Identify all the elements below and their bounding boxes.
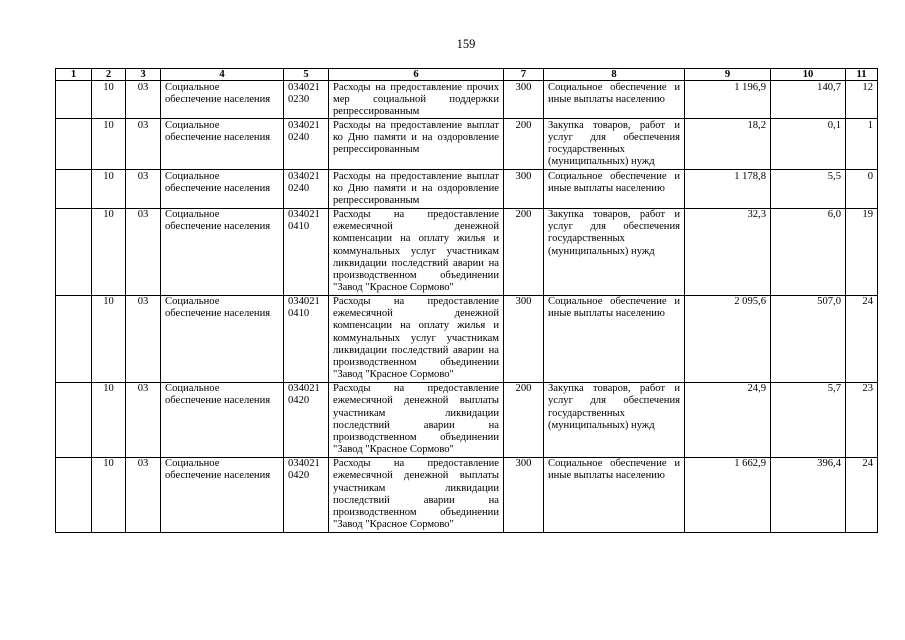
- cell-text-line: ежемесячной денежной: [333, 308, 499, 320]
- expense-type-name-cell: [544, 119, 685, 170]
- column-1-cell: [56, 208, 92, 295]
- cell-text-line: ежемесячной денежной: [333, 221, 499, 233]
- target-article-name-cell: [329, 81, 504, 119]
- table-row: [56, 170, 878, 208]
- expense-type-name-cell: [544, 295, 685, 382]
- section-code-cell: [92, 295, 126, 382]
- cell-text-line: обеспечение населения: [165, 182, 271, 194]
- cell-text-line: 0240: [288, 132, 310, 144]
- subsection-code-cell: [126, 382, 161, 457]
- subsection-name-cell: [161, 208, 284, 295]
- cell-text-line: государственных: [548, 407, 625, 419]
- cell-value: 300: [515, 458, 532, 470]
- cell-text-line: компенсации на оплату жилья и: [333, 233, 499, 245]
- table-row: [56, 81, 878, 119]
- planned-amount-cell: [685, 208, 771, 295]
- cell-text-line: 034021: [288, 383, 320, 395]
- cell-text-line: Социальное: [165, 296, 220, 308]
- cell-text-line: Социальное: [165, 209, 220, 221]
- cell-text-line: репрессированным: [333, 105, 420, 117]
- section-code-cell: [92, 81, 126, 119]
- cell-text-line: 0410: [288, 308, 310, 320]
- cell-value: 1 178,8: [734, 170, 766, 182]
- column-number-header: 5: [284, 69, 329, 81]
- cell-text-line: обеспечение населения: [165, 221, 271, 233]
- expense-type-code-cell: [504, 208, 544, 295]
- target-article-code-cell: [284, 81, 329, 119]
- planned-amount-cell: [685, 295, 771, 382]
- cell-value: 24: [862, 296, 873, 308]
- cell-text-line: Социальное обеспечение и: [548, 296, 680, 308]
- cell-text-line: коммунальных услуг участникам: [333, 332, 499, 344]
- execution-percent-cell: [846, 382, 878, 457]
- section-code-cell: [92, 208, 126, 295]
- cell-text-line: производственном объединении: [333, 269, 499, 281]
- target-article-name-cell: [329, 295, 504, 382]
- expense-type-code-cell: [504, 170, 544, 208]
- cell-value: 18,2: [747, 119, 766, 131]
- cell-text-line: Расходы на предоставление прочих: [333, 81, 499, 93]
- cell-text-line: компенсации на оплату жилья и: [333, 320, 499, 332]
- column-number-header: 6: [329, 69, 504, 81]
- expense-type-code-cell: [504, 382, 544, 457]
- cell-text-line: производственном объединении: [333, 506, 499, 518]
- cell-text-line: "Завод "Красное Сормово": [333, 282, 454, 293]
- cell-value: 10: [103, 209, 114, 221]
- column-1-cell: [56, 119, 92, 170]
- cell-text-line: Расходы на предоставление выплат: [333, 170, 499, 182]
- expense-type-name-cell: [544, 457, 685, 532]
- expense-type-name-cell: [544, 208, 685, 295]
- planned-amount-cell: [685, 81, 771, 119]
- budget-table: [55, 68, 878, 533]
- cell-value: 24,9: [747, 383, 766, 395]
- cell-text-line: государственных: [548, 144, 625, 156]
- cell-value: 2 095,6: [734, 296, 766, 308]
- cell-value: 03: [137, 458, 149, 470]
- target-article-code-cell: [284, 295, 329, 382]
- cell-text-line: 0420: [288, 470, 310, 482]
- expense-type-code-cell: [504, 119, 544, 170]
- cell-value: 507,0: [817, 296, 841, 308]
- subsection-code-cell: [126, 457, 161, 532]
- cell-text-line: Закупка товаров, работ и: [548, 209, 680, 221]
- subsection-name-cell: [161, 81, 284, 119]
- column-1-cell: [56, 170, 92, 208]
- page-number: 159: [456, 37, 476, 51]
- cell-text-line: 034021: [288, 209, 320, 221]
- cell-value: 5,7: [827, 383, 841, 395]
- cell-value: 396,4: [817, 458, 841, 470]
- table-row: [56, 208, 878, 295]
- expense-type-name-cell: [544, 81, 685, 119]
- executed-amount-cell: [771, 382, 846, 457]
- subsection-name-cell: [161, 119, 284, 170]
- subsection-code-cell: [126, 170, 161, 208]
- cell-value: 1 196,9: [734, 81, 766, 93]
- cell-text-line: Социальное: [165, 170, 220, 182]
- cell-text-line: "Завод "Красное Сормово": [333, 444, 454, 456]
- cell-text-line: иные выплаты населению: [548, 470, 665, 482]
- subsection-code-cell: [126, 208, 161, 295]
- table-row: [56, 295, 878, 382]
- cell-text-line: 0240: [288, 182, 310, 194]
- cell-text-line: услуг для обеспечения: [548, 395, 680, 407]
- cell-text-line: ликвидации последствий аварии на: [333, 257, 499, 269]
- planned-amount-cell: [685, 382, 771, 457]
- cell-text-line: мер социальной поддержки: [333, 93, 499, 105]
- section-code-cell: [92, 382, 126, 457]
- table-row: [56, 119, 878, 170]
- cell-value: 03: [137, 296, 149, 308]
- cell-text-line: услуг для обеспечения: [548, 132, 680, 144]
- cell-value: 10: [103, 119, 114, 131]
- cell-text-line: обеспечение населения: [165, 308, 271, 320]
- executed-amount-cell: [771, 81, 846, 119]
- cell-text-line: 034021: [288, 81, 320, 93]
- subsection-code-cell: [126, 119, 161, 170]
- cell-text-line: ежемесячной денежной выплаты: [333, 395, 499, 407]
- column-number-header: 3: [126, 69, 161, 81]
- cell-text-line: Расходы на предоставление: [333, 296, 499, 308]
- subsection-name-cell: [161, 457, 284, 532]
- cell-value: 200: [515, 119, 532, 131]
- target-article-code-cell: [284, 119, 329, 170]
- section-code-cell: [92, 457, 126, 532]
- executed-amount-cell: [771, 170, 846, 208]
- column-1-cell: [56, 382, 92, 457]
- column-number-header: 4: [161, 69, 284, 81]
- executed-amount-cell: [771, 119, 846, 170]
- cell-value: 140,7: [817, 81, 841, 93]
- target-article-name-cell: [329, 457, 504, 532]
- cell-value: 23: [862, 383, 873, 395]
- cell-text-line: Социальное обеспечение и: [548, 81, 680, 93]
- cell-value: 1: [867, 119, 873, 131]
- cell-text-line: 0420: [288, 395, 310, 407]
- planned-amount-cell: [685, 119, 771, 170]
- target-article-code-cell: [284, 170, 329, 208]
- cell-text-line: участникам ликвидации: [333, 407, 499, 419]
- cell-value: 32,3: [747, 209, 766, 221]
- column-number-header: 2: [92, 69, 126, 81]
- cell-text-line: услуг для обеспечения: [548, 221, 680, 233]
- cell-value: 200: [515, 383, 532, 395]
- execution-percent-cell: [846, 119, 878, 170]
- cell-text-line: 034021: [288, 119, 320, 131]
- cell-text-line: "Завод "Красное Сормово": [333, 518, 454, 530]
- column-1-cell: [56, 81, 92, 119]
- cell-text-line: Расходы на предоставление выплат: [333, 119, 499, 131]
- cell-text-line: последствий аварии на: [333, 419, 499, 431]
- subsection-name-cell: [161, 295, 284, 382]
- execution-percent-cell: [846, 170, 878, 208]
- cell-value: 10: [103, 383, 114, 395]
- target-article-name-cell: [329, 382, 504, 457]
- column-number-header: 7: [504, 69, 544, 81]
- cell-text-line: 0230: [288, 93, 310, 105]
- cell-text-line: Закупка товаров, работ и: [548, 383, 680, 395]
- planned-amount-cell: [685, 457, 771, 532]
- table-body: [56, 81, 878, 533]
- cell-value: 10: [103, 458, 114, 470]
- cell-value: 200: [515, 209, 532, 221]
- cell-value: 12: [862, 81, 873, 93]
- column-number-header: 8: [544, 69, 685, 81]
- target-article-code-cell: [284, 457, 329, 532]
- cell-value: 5,5: [827, 170, 841, 182]
- column-number-header: 9: [685, 69, 771, 81]
- table-row: [56, 457, 878, 532]
- target-article-name-cell: [329, 170, 504, 208]
- cell-text-line: репрессированным: [333, 144, 420, 156]
- cell-text-line: государственных: [548, 233, 625, 245]
- cell-text-line: Расходы на предоставление: [333, 458, 499, 470]
- execution-percent-cell: [846, 295, 878, 382]
- cell-value: 10: [103, 296, 114, 308]
- expense-type-code-cell: [504, 457, 544, 532]
- column-number-header: 10: [771, 69, 846, 81]
- subsection-code-cell: [126, 81, 161, 119]
- planned-amount-cell: [685, 170, 771, 208]
- column-1-cell: [56, 457, 92, 532]
- cell-text-line: (муниципальных) нужд: [548, 419, 655, 431]
- cell-text-line: производственном объединении: [333, 356, 499, 368]
- cell-value: 03: [137, 119, 149, 131]
- table-row: [56, 382, 878, 457]
- expense-type-code-cell: [504, 295, 544, 382]
- cell-text-line: (муниципальных) нужд: [548, 245, 655, 257]
- cell-text-line: ликвидации последствий аварии на: [333, 344, 499, 356]
- cell-value: 03: [137, 209, 149, 221]
- section-code-cell: [92, 119, 126, 170]
- execution-percent-cell: [846, 81, 878, 119]
- cell-text-line: коммунальных услуг участникам: [333, 245, 499, 257]
- subsection-name-cell: [161, 382, 284, 457]
- column-1-cell: [56, 295, 92, 382]
- cell-value: 10: [103, 170, 114, 182]
- cell-text-line: 034021: [288, 458, 320, 470]
- cell-value: 03: [137, 170, 149, 182]
- cell-text-line: Социальное: [165, 458, 220, 470]
- cell-text-line: Расходы на предоставление: [333, 209, 499, 221]
- cell-value: 0,1: [827, 119, 841, 131]
- target-article-code-cell: [284, 382, 329, 457]
- cell-text-line: производственном объединении: [333, 431, 499, 443]
- cell-text-line: 0410: [288, 221, 310, 233]
- section-code-cell: [92, 170, 126, 208]
- cell-value: 10: [103, 81, 114, 93]
- cell-text-line: иные выплаты населению: [548, 308, 665, 320]
- cell-value: 24: [862, 458, 873, 470]
- cell-text-line: участникам ликвидации: [333, 482, 499, 494]
- target-article-name-cell: [329, 119, 504, 170]
- executed-amount-cell: [771, 208, 846, 295]
- subsection-code-cell: [126, 295, 161, 382]
- cell-text-line: обеспечение населения: [165, 132, 271, 144]
- cell-value: 300: [515, 170, 532, 182]
- cell-text-line: обеспечение населения: [165, 93, 271, 105]
- cell-text-line: Социальное: [165, 81, 220, 93]
- cell-value: 300: [515, 296, 532, 308]
- cell-text-line: обеспечение населения: [165, 470, 271, 482]
- cell-text-line: ежемесячной денежной выплаты: [333, 470, 499, 482]
- expense-type-name-cell: [544, 170, 685, 208]
- execution-percent-cell: [846, 457, 878, 532]
- cell-text-line: Социальное: [165, 383, 220, 395]
- cell-text-line: Социальное обеспечение и: [548, 170, 680, 182]
- cell-value: 03: [137, 81, 149, 93]
- cell-value: 19: [862, 209, 873, 221]
- cell-text-line: Расходы на предоставление: [333, 383, 499, 395]
- subsection-name-cell: [161, 170, 284, 208]
- expense-type-name-cell: [544, 382, 685, 457]
- cell-text-line: ко Дню памяти и на оздоровление: [333, 132, 499, 144]
- cell-text-line: Социальное: [165, 119, 220, 131]
- column-number-header: 1: [56, 69, 92, 81]
- target-article-code-cell: [284, 208, 329, 295]
- cell-text-line: (муниципальных) нужд: [548, 156, 655, 168]
- cell-text-line: обеспечение населения: [165, 395, 271, 407]
- cell-text-line: "Завод "Красное Сормово": [333, 369, 454, 381]
- executed-amount-cell: [771, 295, 846, 382]
- cell-value: 03: [137, 383, 149, 395]
- cell-text-line: последствий аварии на: [333, 494, 499, 506]
- cell-value: 1 662,9: [734, 458, 766, 470]
- cell-text-line: иные выплаты населению: [548, 93, 665, 105]
- target-article-name-cell: [329, 208, 504, 295]
- cell-text-line: Социальное обеспечение и: [548, 458, 680, 470]
- cell-text-line: Закупка товаров, работ и: [548, 119, 680, 131]
- executed-amount-cell: [771, 457, 846, 532]
- cell-value: 6,0: [827, 209, 841, 221]
- cell-text-line: 034021: [288, 170, 320, 182]
- cell-text-line: репрессированным: [333, 194, 420, 206]
- column-number-header: 11: [846, 69, 878, 81]
- cell-text-line: иные выплаты населению: [548, 182, 665, 194]
- execution-percent-cell: [846, 208, 878, 295]
- cell-text-line: 034021: [288, 296, 320, 308]
- cell-text-line: ко Дню памяти и на оздоровление: [333, 182, 499, 194]
- table-header-row: [56, 69, 878, 81]
- expense-type-code-cell: [504, 81, 544, 119]
- cell-value: 300: [515, 81, 532, 93]
- cell-value: 0: [867, 170, 873, 182]
